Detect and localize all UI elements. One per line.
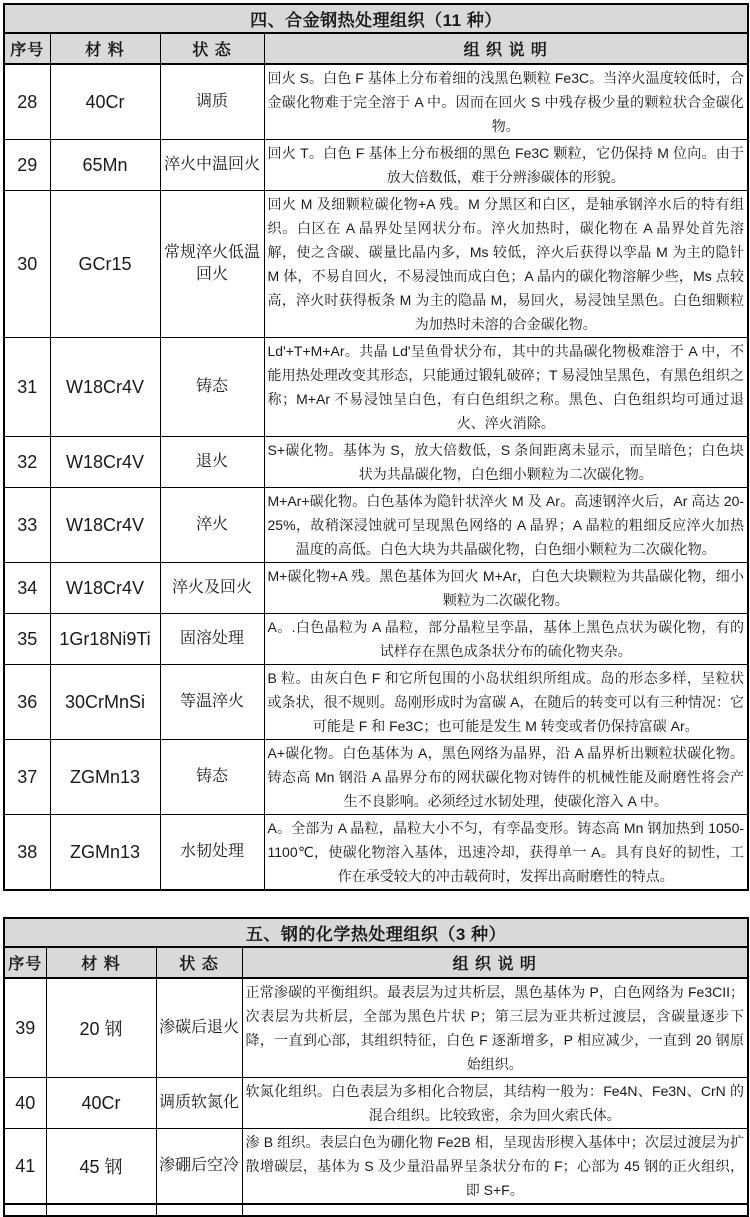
table-header-row: [4, 33, 748, 64]
table-row: [4, 488, 748, 563]
description-cell: 回火 S。白色 F 基体上分布着细的浅黑色颗粒 Fe3C。当淬火温度较低时，合金碳化物难于完全溶于 A 中。因而在回火 S 中残存极少量的颗粒状合金碳化物。: [264, 64, 748, 140]
state-cell: 等温淬火: [160, 665, 264, 740]
state-cell: 淬火: [160, 488, 264, 563]
material-cell: ZGMn13: [50, 740, 160, 815]
state-cell: 渗硼后空冷: [156, 1129, 242, 1205]
table-row: [4, 64, 748, 140]
row-number-cell: 33: [4, 488, 50, 563]
table-row: [4, 740, 748, 815]
material-cell: 65Mn: [50, 140, 160, 191]
description-cell: 正常渗碳的平衡组织。最表层为过共析层，黑色基体为 P，白色网络为 Fe3CII；次表层为共析层，全部为黑色片状 P；第三层为亚共析过渡层，含碳量逐步下降，一直到心部，其组织特征，白色 F 逐渐增多，P 相应减少，一直到 20 钢原始组织。: [242, 978, 748, 1078]
table-chemical-heat-treatment: [3, 917, 749, 1217]
column-header-material: 材 料: [46, 947, 156, 978]
column-header-no: 序号: [4, 33, 50, 64]
material-cell: 30CrMnSi: [50, 665, 160, 740]
description-cell: A+碳化物。白色基体为 A，黑色网络为晶界，沿 A 晶界析出颗粒状碳化物。铸态高 Mn 钢沿 A 晶界分布的网状碳化物对铸件的机械性能及耐磨性将会产生不良影响。必须经过水韧处理，使碳化溶入 A 中。: [264, 740, 748, 815]
state-cell: 渗碳后退火: [156, 978, 242, 1078]
column-header-description: 组 织 说 明: [264, 33, 748, 64]
row-number-cell: 35: [4, 614, 50, 665]
material-cell: 40Cr: [50, 64, 160, 140]
state-cell: 常规淬火低温回火: [160, 191, 264, 338]
column-header-state: 状 态: [156, 947, 242, 978]
row-number-cell: 30: [4, 191, 50, 338]
table-title-row: [4, 4, 748, 33]
table-title-row: [4, 918, 748, 947]
empty-cell: [46, 1204, 156, 1216]
description-cell: M+碳化物+A 残。黑色基体为回火 M+Ar，白色大块颗粒为共晶碳化物，细小颗粒为二次碳化物。: [264, 563, 748, 614]
description-cell: A。全部为 A 晶粒，晶粒大小不匀，有孪晶变形。铸态高 Mn 钢加热到 1050-1100℃，使碳化物溶入基体，迅速冷却，获得单一 A。具有良好的韧性，工作在承受较大的冲击载荷时，发挥出高耐磨性的特点。: [264, 815, 748, 891]
row-number-cell: 29: [4, 140, 50, 191]
material-cell: W18Cr4V: [50, 488, 160, 563]
state-cell: 退火: [160, 437, 264, 488]
row-number-cell: 41: [4, 1129, 46, 1205]
column-header-material: 材 料: [50, 33, 160, 64]
material-cell: 1Gr18Ni9Ti: [50, 614, 160, 665]
table-row: [4, 1078, 748, 1129]
column-header-state: 状 态: [160, 33, 264, 64]
material-cell: 20 钢: [46, 978, 156, 1078]
state-cell: 淬火及回火: [160, 563, 264, 614]
state-cell: 固溶处理: [160, 614, 264, 665]
description-cell: 渗 B 组织。表层白色为硼化物 Fe2B 相，呈现齿形楔入基体中；次层过渡层为扩散增碳层，基体为 S 及少量沿晶界呈条状分布的 F；心部为 45 钢的正火组织，即 S+F。: [242, 1129, 748, 1205]
table-row: [4, 815, 748, 891]
column-header-no: 序号: [4, 947, 46, 978]
description-cell: S+碳化物。基体为 S，放大倍数低，S 条间距离未显示，而呈暗色；白色块状为共晶碳化物，白色细小颗粒为二次碳化物。: [264, 437, 748, 488]
state-cell: 淬火中温回火: [160, 140, 264, 191]
row-number-cell: 34: [4, 563, 50, 614]
state-cell: 铸态: [160, 338, 264, 437]
state-cell: 水韧处理: [160, 815, 264, 891]
table-row: [4, 563, 748, 614]
table-row: [4, 338, 748, 437]
table-row: [4, 140, 748, 191]
row-number-cell: 40: [4, 1078, 46, 1129]
row-number-cell: 38: [4, 815, 50, 891]
empty-cell: [4, 1204, 46, 1216]
description-cell: B 粒。由灰白色 F 和它所包围的小岛状组织所组成。岛的形态多样，呈粒状或条状，很不规则。岛刚形成时为富碳 A，在随后的转变可以有三种情况：它可能是 F 和 Fe3C；也可能是发生 M 转变或者仍保持富碳 Ar。: [264, 665, 748, 740]
cut-off-table-row: [4, 1204, 748, 1216]
material-cell: W18Cr4V: [50, 563, 160, 614]
row-number-cell: 37: [4, 740, 50, 815]
table-alloy-steel-heat-treatment: [3, 3, 749, 891]
table-row: [4, 978, 748, 1078]
table-header-row: [4, 947, 748, 978]
row-number-cell: 28: [4, 64, 50, 140]
column-header-description: 组 织 说 明: [242, 947, 748, 978]
state-cell: 铸态: [160, 740, 264, 815]
table-title: 五、钢的化学热处理组织（3 种）: [4, 918, 748, 947]
table-row: [4, 437, 748, 488]
table-row: [4, 614, 748, 665]
row-number-cell: 36: [4, 665, 50, 740]
material-cell: ZGMn13: [50, 815, 160, 891]
description-cell: A。.白色晶粒为 A 晶粒，部分晶粒呈孪晶，基体上黑色点状为碳化物，有的试样存在黑色成条状分布的硫化物夹杂。: [264, 614, 748, 665]
state-cell: 调质软氮化: [156, 1078, 242, 1129]
row-number-cell: 39: [4, 978, 46, 1078]
description-cell: M+Ar+碳化物。白色基体为隐针状淬火 M 及 Ar。高速钢淬火后，Ar 高达 20-25%，故稍深浸蚀就可呈现黑色网络的 A 晶界；A 晶粒的粗细反应淬火加热温度的高低。白色大块为共晶碳化物，白色细小颗粒为二次碳化物。: [264, 488, 748, 563]
description-cell: 软氮化组织。白色表层为多相化合物层，其结构一般为：Fe4N、Fe3N、CrN 的混合组织。比较致密，余为回火索氏体。: [242, 1078, 748, 1129]
table-row: [4, 191, 748, 338]
table-title: 四、合金钢热处理组织（11 种）: [4, 4, 748, 33]
material-cell: W18Cr4V: [50, 338, 160, 437]
material-cell: 45 钢: [46, 1129, 156, 1205]
empty-cell: [156, 1204, 242, 1216]
description-cell: 回火 T。白色 F 基体上分布极细的黑色 Fe3C 颗粒，它仍保持 M 位向。由于放大倍数低，难于分辨渗碳体的形貌。: [264, 140, 748, 191]
description-cell: Ld'+T+M+Ar。共晶 Ld'呈鱼骨状分布，其中的共晶碳化物极难溶于 A 中，不能用热处理改变其形态，只能通过锻轧破碎；T 易浸蚀呈黑色，有黑色组织之称；M+Ar 不易浸蚀呈白色，有白色组织之称。黑色、白色组织均可通过退火、淬火消除。: [264, 338, 748, 437]
state-cell: 调质: [160, 64, 264, 140]
table-row: [4, 1129, 748, 1205]
empty-cell: [242, 1204, 748, 1216]
row-number-cell: 32: [4, 437, 50, 488]
description-cell: 回火 M 及细颗粒碳化物+A 残。M 分黑区和白区，是轴承钢淬水后的特有组织。白区在 A 晶界处呈网状分布。淬火加热时，碳化物在 A 晶界处首先溶解，使之含碳、碳量比晶内多，Ms 较低，淬火后获得以孪晶 M 为主的隐针 M 体，不易自回火，不易浸蚀而成白色；A 晶内的碳化物溶解少些，Ms 点较高，淬火时获得板条 M 为主的隐晶 M，易回火，易浸蚀呈黑色。白色细颗粒为加热时未溶的合金碳化物。: [264, 191, 748, 338]
material-cell: 40Cr: [46, 1078, 156, 1129]
material-cell: W18Cr4V: [50, 437, 160, 488]
material-cell: GCr15: [50, 191, 160, 338]
row-number-cell: 31: [4, 338, 50, 437]
table-row: [4, 665, 748, 740]
